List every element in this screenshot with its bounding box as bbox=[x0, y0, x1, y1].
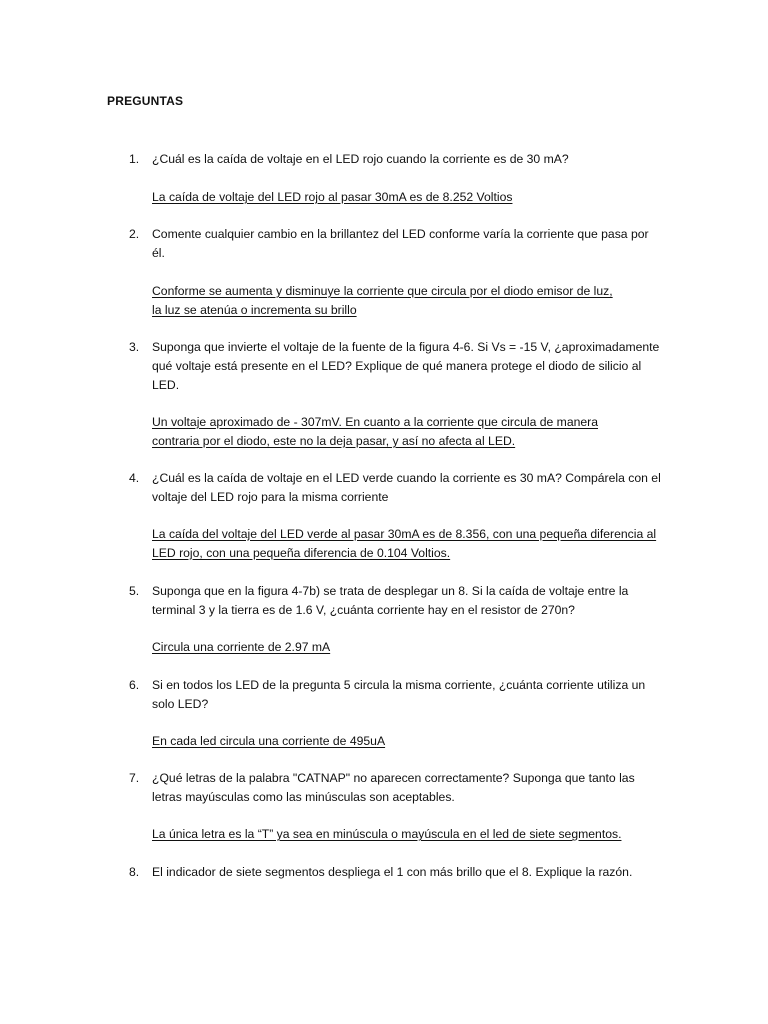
question-text: El indicador de siete segmentos despliega el 1 con más brillo que el 8. Explique la razón. bbox=[152, 865, 633, 879]
answer-text: La caída del voltaje del LED verde al pasar 30mA es de 8.356, con una pequeña diferencia al LED rojo, con una pequeña diferencia de 0.104 Voltios. bbox=[152, 527, 657, 560]
answer-text: Circula una corriente de 2.97 mA bbox=[152, 640, 331, 654]
question-number: 5. bbox=[129, 584, 140, 598]
question-number: 2. bbox=[129, 227, 140, 241]
answer-text: La caída de voltaje del LED rojo al pasar 30mA es de 8.252 Voltios bbox=[152, 190, 513, 204]
question-number: 6. bbox=[129, 678, 140, 692]
page-title: PREGUNTAS bbox=[107, 94, 184, 108]
question-number: 8. bbox=[129, 865, 140, 879]
question-text: ¿Cuál es la caída de voltaje en el LED verde cuando la corriente es 30 mA? Compárela con el voltaje del LED rojo para la misma corriente bbox=[152, 471, 661, 504]
question-text: Suponga que invierte el voltaje de la fuente de la figura 4-6. Si Vs = -15 V, ¿aproximadamente qué voltaje está presente en el LED? Explique de qué manera protege el diodo de silicio al LED. bbox=[152, 340, 660, 392]
question-number: 7. bbox=[129, 771, 140, 785]
question-number: 3. bbox=[129, 340, 140, 354]
question-text: ¿Qué letras de la palabra "CATNAP" no aparecen correctamente? Suponga que tanto las letras mayúsculas como las minúsculas son aceptables. bbox=[152, 771, 635, 804]
answer-text: Conforme se aumenta y disminuye la corriente que circula por el diodo emisor de luz, la luz se atenúa o incrementa su brillo bbox=[152, 284, 613, 317]
question-text: Suponga que en la figura 4-7b) se trata de desplegar un 8. Si la caída de voltaje entre la terminal 3 y la tierra es de 1.6 V, ¿cuánta corriente hay en el resistor de 270n? bbox=[152, 584, 629, 617]
question-text: Comente cualquier cambio en la brillantez del LED conforme varía la corriente que pasa por él. bbox=[152, 227, 649, 260]
answer-text: Un voltaje aproximado de - 307mV. En cuanto a la corriente que circula de manera contraria por el diodo, este no la deja pasar, y así no afecta al LED. bbox=[152, 415, 599, 448]
question-number: 1. bbox=[129, 152, 140, 166]
question-text: ¿Cuál es la caída de voltaje en el LED rojo cuando la corriente es de 30 mA? bbox=[152, 152, 569, 166]
answer-text: La única letra es la “T” ya sea en minúscula o mayúscula en el led de siete segmentos. bbox=[152, 827, 622, 841]
question-text: Si en todos los LED de la pregunta 5 circula la misma corriente, ¿cuánta corriente utiliza un solo LED? bbox=[152, 678, 646, 711]
question-number: 4. bbox=[129, 471, 140, 485]
answer-text: En cada led circula una corriente de 495uA bbox=[152, 734, 386, 748]
